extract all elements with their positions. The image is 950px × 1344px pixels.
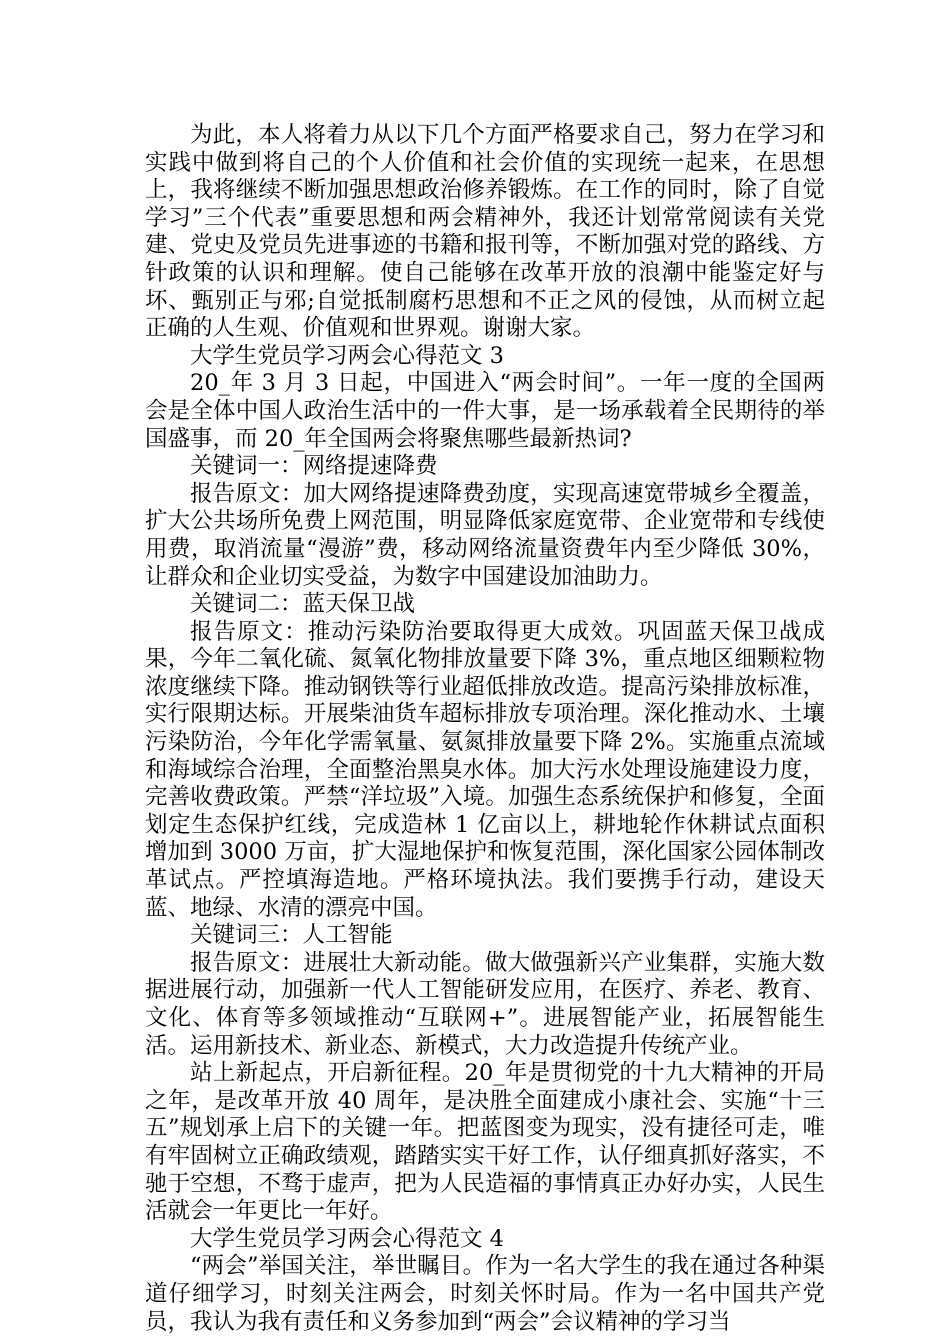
paragraph-new-journey: 站上新起点，开启新征程。20_年是贯彻党的十九大精神的开局之年，是改革开放 40 周年，是决胜全面建成小康社会、实施“十三五”规划承上启下的关键一年。把蓝图变为现实，没有捷径可走，唯有牢固树立正确政绩观，踏踏实实干好工作，认仔细真抓好落实，不驰于空想，不骛于虚声，把为人民造福的事情真正办好办实，人民生活就会一年更比一年好。 bbox=[145, 1060, 825, 1225]
document-page bbox=[145, 122, 825, 1336]
section-heading-essay-4: 大学生党员学习两会心得范文 4 bbox=[190, 1225, 504, 1252]
keyword-heading-3: 关键词三：人工智能 bbox=[190, 922, 393, 949]
paragraph-essay-4-opening: “两会”举国关注，举世瞩目。作为一名大学生的我在通过各种渠道仔细学习，时刻关注两会，时刻关怀时局。作为一名中国共产党员，我认为我有责任和义务参加到“两会”会议精神的学习当 bbox=[145, 1253, 825, 1335]
paragraph-two-sessions-intro: 20_年 3 月 3 日起，中国进入“两会时间”。一年一度的全国两会是全体中国人政治生活中的一件大事，是一场承载着全民期待的举国盛事，而 20_年全国两会将聚焦哪些最新热词? bbox=[145, 370, 825, 452]
paragraph-self-requirements: 为此，本人将着力从以下几个方面严格要求自己，努力在学习和实践中做到将自己的个人价值和社会价值的实现统一起来，在思想上，我将继续不断加强思想政治修养锻炼。在工作的同时，除了自觉学习”三个代表”重要思想和两会精神外，我还计划常常阅读有关党建、党史及党员先进事迹的书籍和报刊等，不断加强对党的路线、方针政策的认识和理解。使自己能够在改革开放的浪潮中能鉴定好与坏、甄别正与邪;自觉抵制腐朽思想和不正之风的侵蚀，从而树立起正确的人生观、价值观和世界观。谢谢大家。 bbox=[145, 122, 825, 342]
keyword-heading-2: 关键词二：蓝天保卫战 bbox=[190, 591, 416, 618]
paragraph-keyword-3-report: 报告原文：进展壮大新动能。做大做强新兴产业集群，实施大数据进展行动，加强新一代人工智能研发应用，在医疗、养老、教育、文化、体育等多领域推动“互联网+”。进展智能产业，拓展智能生活。运用新技术、新业态、新模式，大力改造提升传统产业。 bbox=[145, 949, 825, 1059]
section-heading-essay-3: 大学生党员学习两会心得范文 3 bbox=[190, 342, 504, 369]
keyword-heading-1: 关键词一：网络提速降费 bbox=[190, 453, 438, 480]
paragraph-keyword-1-report: 报告原文：加大网络提速降费劲度，实现高速宽带城乡全覆盖，扩大公共场所免费上网范围，明显降低家庭宽带、企业宽带和专线使用费，取消流量“漫游”费，移动网络流量资费年内至少降低 30%，让群众和企业切实受益，为数字中国建设加油助力。 bbox=[145, 480, 825, 590]
paragraph-keyword-2-report: 报告原文：推动污染防治要取得更大成效。巩固蓝天保卫战成果，今年二氧化硫、氮氧化物排放量要下降 3%，重点地区细颗粒物浓度继续下降。推动钢铁等行业超低排放改造。提高污染排放标准，实行限期达标。开展柴油货车超标排放专项治理。深化推动水、土壤污染防治，今年化学需氧量、氨氮排放量要下降 2%。实施重点流域和海域综合治理，全面整治黑臭水体。加大污水处理设施建设力度，完善收费政策。严禁“洋垃圾”入境。加强生态系统保护和修复，全面划定生态保护红线，完成造林 1 亿亩以上，耕地轮作休耕试点面积增加到 3000 万亩，扩大湿地保护和恢复范围，深化国家公园体制改革试点。严控填海造地。严格环境执法。我们要携手行动，建设天蓝、地绿、水清的漂亮中国。 bbox=[145, 618, 825, 921]
